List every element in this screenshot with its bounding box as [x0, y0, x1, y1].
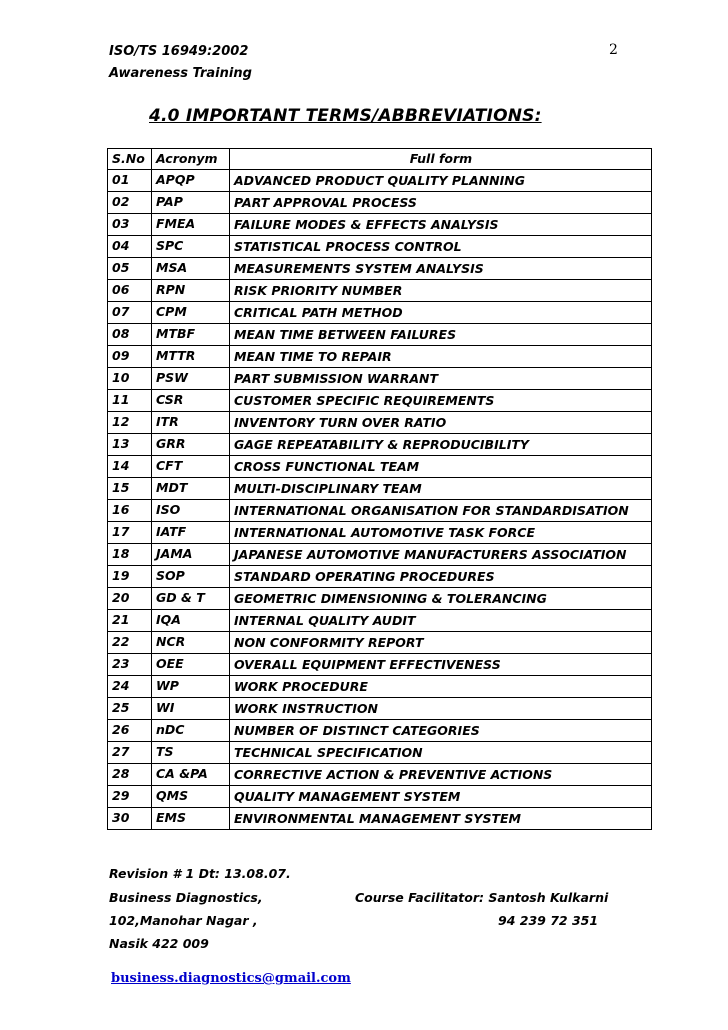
row-sno: 10: [108, 368, 152, 390]
row-acronym: MTBF: [152, 324, 230, 346]
row-sno: 01: [108, 170, 152, 192]
row-sno: 30: [108, 808, 152, 830]
row-full-form: CROSS FUNCTIONAL TEAM: [230, 456, 652, 478]
row-sno: 06: [108, 280, 152, 302]
row-sno: 26: [108, 720, 152, 742]
row-acronym: MSA: [152, 258, 230, 280]
row-full-form: INTERNATIONAL ORGANISATION FOR STANDARDISATION: [230, 500, 652, 522]
table-row: [108, 566, 652, 588]
row-full-form: WORK INSTRUCTION: [230, 698, 652, 720]
table-row: [108, 346, 652, 368]
table-row: [108, 654, 652, 676]
row-sno: 23: [108, 654, 152, 676]
phone-number: 94 239 72 351: [498, 913, 599, 928]
abbreviations-table: [107, 148, 652, 830]
row-full-form: ENVIRONMENTAL MANAGEMENT SYSTEM: [230, 808, 652, 830]
row-sno: 09: [108, 346, 152, 368]
table-row: [108, 588, 652, 610]
row-full-form: INTERNATIONAL AUTOMOTIVE TASK FORCE: [230, 522, 652, 544]
row-acronym: MTTR: [152, 346, 230, 368]
table-row: [108, 676, 652, 698]
row-sno: 27: [108, 742, 152, 764]
row-full-form: INVENTORY TURN OVER RATIO: [230, 412, 652, 434]
table-row: [108, 632, 652, 654]
row-full-form: PART APPROVAL PROCESS: [230, 192, 652, 214]
page-title: 4.0 IMPORTANT TERMS/ABBREVIATIONS:: [149, 106, 542, 126]
row-full-form: PART SUBMISSION WARRANT: [230, 368, 652, 390]
row-full-form: NON CONFORMITY REPORT: [230, 632, 652, 654]
header-acronym: Acronym: [152, 149, 230, 170]
row-full-form: CUSTOMER SPECIFIC REQUIREMENTS: [230, 390, 652, 412]
table-row: [108, 258, 652, 280]
row-full-form: GAGE REPEATABILITY & REPRODUCIBILITY: [230, 434, 652, 456]
row-sno: 07: [108, 302, 152, 324]
table-row: [108, 302, 652, 324]
email-link[interactable]: business.diagnostics@gmail.com: [111, 971, 351, 986]
table-row: [108, 720, 652, 742]
row-acronym: GD & T: [152, 588, 230, 610]
row-sno: 21: [108, 610, 152, 632]
table-row: [108, 742, 652, 764]
row-sno: 18: [108, 544, 152, 566]
table-header-row: [108, 149, 652, 170]
table-row: [108, 786, 652, 808]
row-acronym: SOP: [152, 566, 230, 588]
row-sno: 16: [108, 500, 152, 522]
table-row: [108, 478, 652, 500]
row-sno: 13: [108, 434, 152, 456]
table-row: [108, 698, 652, 720]
row-acronym: IATF: [152, 522, 230, 544]
table-row: [108, 500, 652, 522]
course-facilitator: Course Facilitator: Santosh Kulkarni: [355, 890, 609, 905]
row-acronym: IQA: [152, 610, 230, 632]
row-sno: 14: [108, 456, 152, 478]
row-sno: 19: [108, 566, 152, 588]
row-sno: 25: [108, 698, 152, 720]
revision-note: Revision # 1 Dt: 13.08.07.: [109, 866, 291, 881]
row-acronym: PSW: [152, 368, 230, 390]
row-acronym: MDT: [152, 478, 230, 500]
row-sno: 05: [108, 258, 152, 280]
row-full-form: STANDARD OPERATING PROCEDURES: [230, 566, 652, 588]
table-row: [108, 764, 652, 786]
page-number: 2: [609, 42, 618, 58]
table-row: [108, 456, 652, 478]
row-full-form: MULTI-DISCIPLINARY TEAM: [230, 478, 652, 500]
row-acronym: SPC: [152, 236, 230, 258]
row-acronym: GRR: [152, 434, 230, 456]
row-full-form: INTERNAL QUALITY AUDIT: [230, 610, 652, 632]
table-row: [108, 192, 652, 214]
row-full-form: ADVANCED PRODUCT QUALITY PLANNING: [230, 170, 652, 192]
row-acronym: FMEA: [152, 214, 230, 236]
row-full-form: OVERALL EQUIPMENT EFFECTIVENESS: [230, 654, 652, 676]
row-acronym: RPN: [152, 280, 230, 302]
row-sno: 11: [108, 390, 152, 412]
table-row: [108, 368, 652, 390]
row-sno: 29: [108, 786, 152, 808]
row-full-form: WORK PROCEDURE: [230, 676, 652, 698]
row-acronym: WP: [152, 676, 230, 698]
address-line-2: Nasik 422 009: [109, 936, 209, 951]
row-acronym: JAMA: [152, 544, 230, 566]
row-full-form: MEAN TIME BETWEEN FAILURES: [230, 324, 652, 346]
table-row: [108, 214, 652, 236]
row-full-form: STATISTICAL PROCESS CONTROL: [230, 236, 652, 258]
table-row: [108, 236, 652, 258]
address-line-1: 102,Manohar Nagar ,: [109, 913, 258, 928]
row-sno: 28: [108, 764, 152, 786]
row-acronym: TS: [152, 742, 230, 764]
row-sno: 02: [108, 192, 152, 214]
row-sno: 17: [108, 522, 152, 544]
table-row: [108, 324, 652, 346]
company-name: Business Diagnostics,: [109, 890, 263, 905]
row-full-form: GEOMETRIC DIMENSIONING & TOLERANCING: [230, 588, 652, 610]
table-row: [108, 544, 652, 566]
row-full-form: FAILURE MODES & EFFECTS ANALYSIS: [230, 214, 652, 236]
row-acronym: PAP: [152, 192, 230, 214]
table-row: [108, 610, 652, 632]
table-row: [108, 412, 652, 434]
header-subtitle: Awareness Training: [109, 66, 252, 81]
row-full-form: NUMBER OF DISTINCT CATEGORIES: [230, 720, 652, 742]
row-full-form: MEAN TIME TO REPAIR: [230, 346, 652, 368]
row-full-form: JAPANESE AUTOMOTIVE MANUFACTURERS ASSOCIATION: [230, 544, 652, 566]
row-acronym: ITR: [152, 412, 230, 434]
row-sno: 03: [108, 214, 152, 236]
row-full-form: CORRECTIVE ACTION & PREVENTIVE ACTIONS: [230, 764, 652, 786]
header-sno: S.No: [108, 149, 152, 170]
header-full-form: Full form: [230, 149, 652, 170]
row-acronym: NCR: [152, 632, 230, 654]
row-acronym: CFT: [152, 456, 230, 478]
header-standard: ISO/TS 16949:2002: [109, 44, 249, 59]
row-full-form: RISK PRIORITY NUMBER: [230, 280, 652, 302]
row-full-form: CRITICAL PATH METHOD: [230, 302, 652, 324]
row-sno: 08: [108, 324, 152, 346]
row-acronym: ISO: [152, 500, 230, 522]
row-acronym: QMS: [152, 786, 230, 808]
row-full-form: QUALITY MANAGEMENT SYSTEM: [230, 786, 652, 808]
table-row: [108, 808, 652, 830]
row-sno: 12: [108, 412, 152, 434]
row-sno: 20: [108, 588, 152, 610]
row-sno: 04: [108, 236, 152, 258]
row-acronym: APQP: [152, 170, 230, 192]
table-row: [108, 280, 652, 302]
row-sno: 15: [108, 478, 152, 500]
row-acronym: OEE: [152, 654, 230, 676]
row-sno: 22: [108, 632, 152, 654]
row-full-form: TECHNICAL SPECIFICATION: [230, 742, 652, 764]
row-acronym: CSR: [152, 390, 230, 412]
row-full-form: MEASUREMENTS SYSTEM ANALYSIS: [230, 258, 652, 280]
table-row: [108, 170, 652, 192]
table-row: [108, 390, 652, 412]
row-acronym: CA &PA: [152, 764, 230, 786]
row-acronym: CPM: [152, 302, 230, 324]
row-acronym: WI: [152, 698, 230, 720]
row-acronym: EMS: [152, 808, 230, 830]
table-row: [108, 434, 652, 456]
row-sno: 24: [108, 676, 152, 698]
table-row: [108, 522, 652, 544]
row-acronym: nDC: [152, 720, 230, 742]
